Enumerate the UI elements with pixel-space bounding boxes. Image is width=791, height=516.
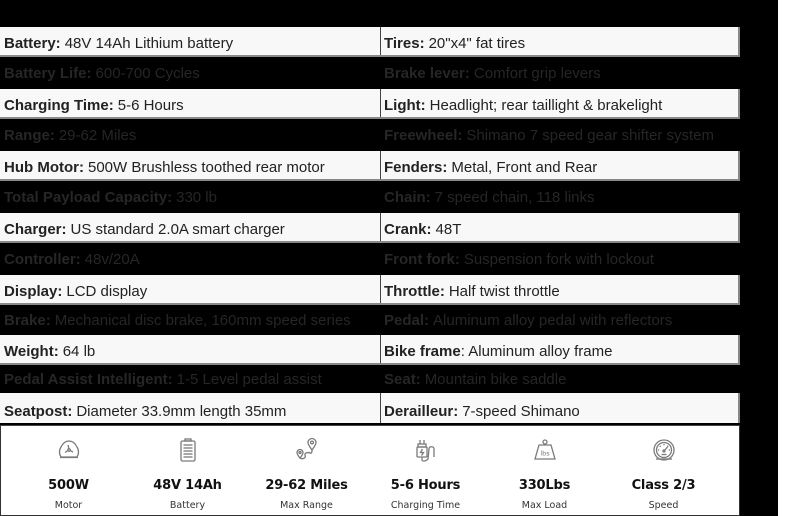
feature-value: 5-6 Hours [390,478,461,493]
spec-cell-payload [0,181,381,213]
spec-value: 7-speed Shimano [462,403,580,420]
spec-key: Bike frame [384,343,461,360]
spec-key: Front fork: [384,250,460,268]
spec-cell-range [0,119,381,151]
feature-value: 330Lbs [518,478,571,493]
spec-cell-hub-motor [0,151,381,179]
spec-cell-fenders [381,151,740,179]
spec-value: Headlight; rear taillight & brakelight [429,97,663,114]
charger-plug-icon [412,436,440,464]
spec-table [0,27,740,423]
spec-key: Pedal Assist Intelligent: [4,370,173,388]
spec-key: Total Payload Capacity: [4,188,173,206]
feature-range [247,426,366,515]
spec-value: 600-700 Cycles [95,64,200,82]
spec-value: Half twist throttle [448,283,560,300]
spec-cell-battery [0,27,381,55]
spec-row [0,213,740,243]
spec-cell-controller [0,243,381,275]
spec-key: Battery: [4,35,61,52]
feature-battery [128,426,247,515]
spec-row [0,243,740,275]
spec-value: Suspension fork with lockout [463,250,654,268]
spec-value: Comfort grip levers [473,64,601,82]
spec-value: 48v/20A [84,250,140,268]
spec-cell-battery-life [0,57,381,89]
spec-row [0,393,740,423]
feature-value: 29-62 Miles [265,478,348,493]
spec-cell-front-fork [381,243,740,275]
spec-cell-seatpost [0,393,381,423]
feature-value: 500W [48,478,89,493]
svg-text:lbs: lbs [539,449,550,458]
feature-max-load [485,426,604,515]
spec-value: 20"x4" fat tires [428,35,526,52]
spec-value: : Aluminum alloy frame [460,343,613,360]
spec-cell-light [381,89,740,117]
spec-value: Mountain bike saddle [424,370,567,388]
spec-row [0,151,740,181]
spec-cell-charging-time [0,89,381,117]
spec-value: US standard 2.0A smart charger [70,221,285,238]
spec-key: Seatpost: [4,403,73,420]
spec-cell-pedal [381,305,740,335]
spec-value: 330 lb [176,188,217,206]
spec-row [0,119,740,151]
spec-key: Charger: [4,221,67,238]
feature-label: Speed [648,500,679,511]
feature-label: Motor [54,500,83,511]
spec-row [0,305,740,335]
spec-key: Throttle: [384,283,445,300]
spec-value: Metal, Front and Rear [451,159,598,176]
spec-key: Pedal: [384,311,430,329]
spec-value: Shimano 7 speed gear shifter system [466,126,714,144]
feature-charging-time [366,426,485,515]
spec-value: 5-6 Hours [117,97,184,114]
spec-cell-weight [0,335,381,363]
spec-value: LCD display [66,283,148,300]
spec-row [0,181,740,213]
spec-value: 1-5 Level pedal assist [176,370,322,388]
spec-row [0,275,740,305]
spec-key: Seat: [384,370,421,388]
spec-row [0,89,740,119]
spec-key: Freewheel: [384,126,463,144]
spec-cell-bike-frame [381,335,740,363]
spec-key: Crank: [384,221,432,238]
spec-key: Brake lever: [384,64,470,82]
spec-key: Weight: [4,343,59,360]
spec-cell-charger [0,213,381,241]
spec-cell-freewheel [381,119,740,151]
feature-motor [9,426,128,515]
spec-row [0,57,740,89]
feature-value: Class 2/3 [631,478,696,493]
spec-key: Tires: [384,35,425,52]
feature-label: Max Load [521,500,568,511]
spec-row [0,27,740,57]
spec-cell-brake-lever [381,57,740,89]
spec-cell-crank [381,213,740,241]
spec-value: 48T [435,221,462,238]
spec-value: 48V 14Ah Lithium battery [64,35,234,52]
spec-value: Aluminum alloy pedal with reflectors [433,311,673,329]
spec-row [0,365,740,393]
feature-label: Charging Time [390,500,461,511]
spec-key: Controller: [4,250,81,268]
spec-key: Fenders: [384,159,448,176]
spec-cell-tires [381,27,740,55]
route-pin-icon [293,436,321,464]
spec-value: 64 lb [62,343,96,360]
spec-key: Brake: [4,311,51,329]
spec-key: Chain: [384,188,431,206]
spec-key: Display: [4,283,63,300]
spec-value: 7 speed chain, 118 links [434,188,595,206]
spec-cell-seat [381,365,740,393]
feature-label: Battery [169,500,206,511]
speedometer-icon [650,436,678,464]
motor-icon [55,436,83,464]
spec-value: Mechanical disc brake, 160mm speed series [54,311,351,329]
spec-value: 500W Brushless toothed rear motor [87,159,325,176]
feature-value: 48V 14Ah [153,478,222,493]
spec-key: Charging Time: [4,97,114,114]
feature-speed [604,426,723,515]
spec-value: Diameter 33.9mm length 35mm [76,403,287,420]
spec-cell-pedal-assist [0,365,381,393]
spec-key: Range: [4,126,55,144]
spec-cell-throttle [381,275,740,303]
weight-lbs-icon [531,436,559,464]
spec-value: 29-62 Miles [58,126,137,144]
battery-icon [174,436,202,464]
spec-row [0,335,740,365]
feature-highlights [0,425,740,516]
spec-key: Derailleur: [384,403,459,420]
spec-cell-display [0,275,381,303]
spec-cell-brake [0,305,381,335]
spec-cell-derailleur [381,393,740,423]
spec-cell-chain [381,181,740,213]
spec-key: Battery Life: [4,64,92,82]
spec-key: Light: [384,97,426,114]
feature-label: Max Range [280,500,333,511]
spec-key: Hub Motor: [4,159,84,176]
